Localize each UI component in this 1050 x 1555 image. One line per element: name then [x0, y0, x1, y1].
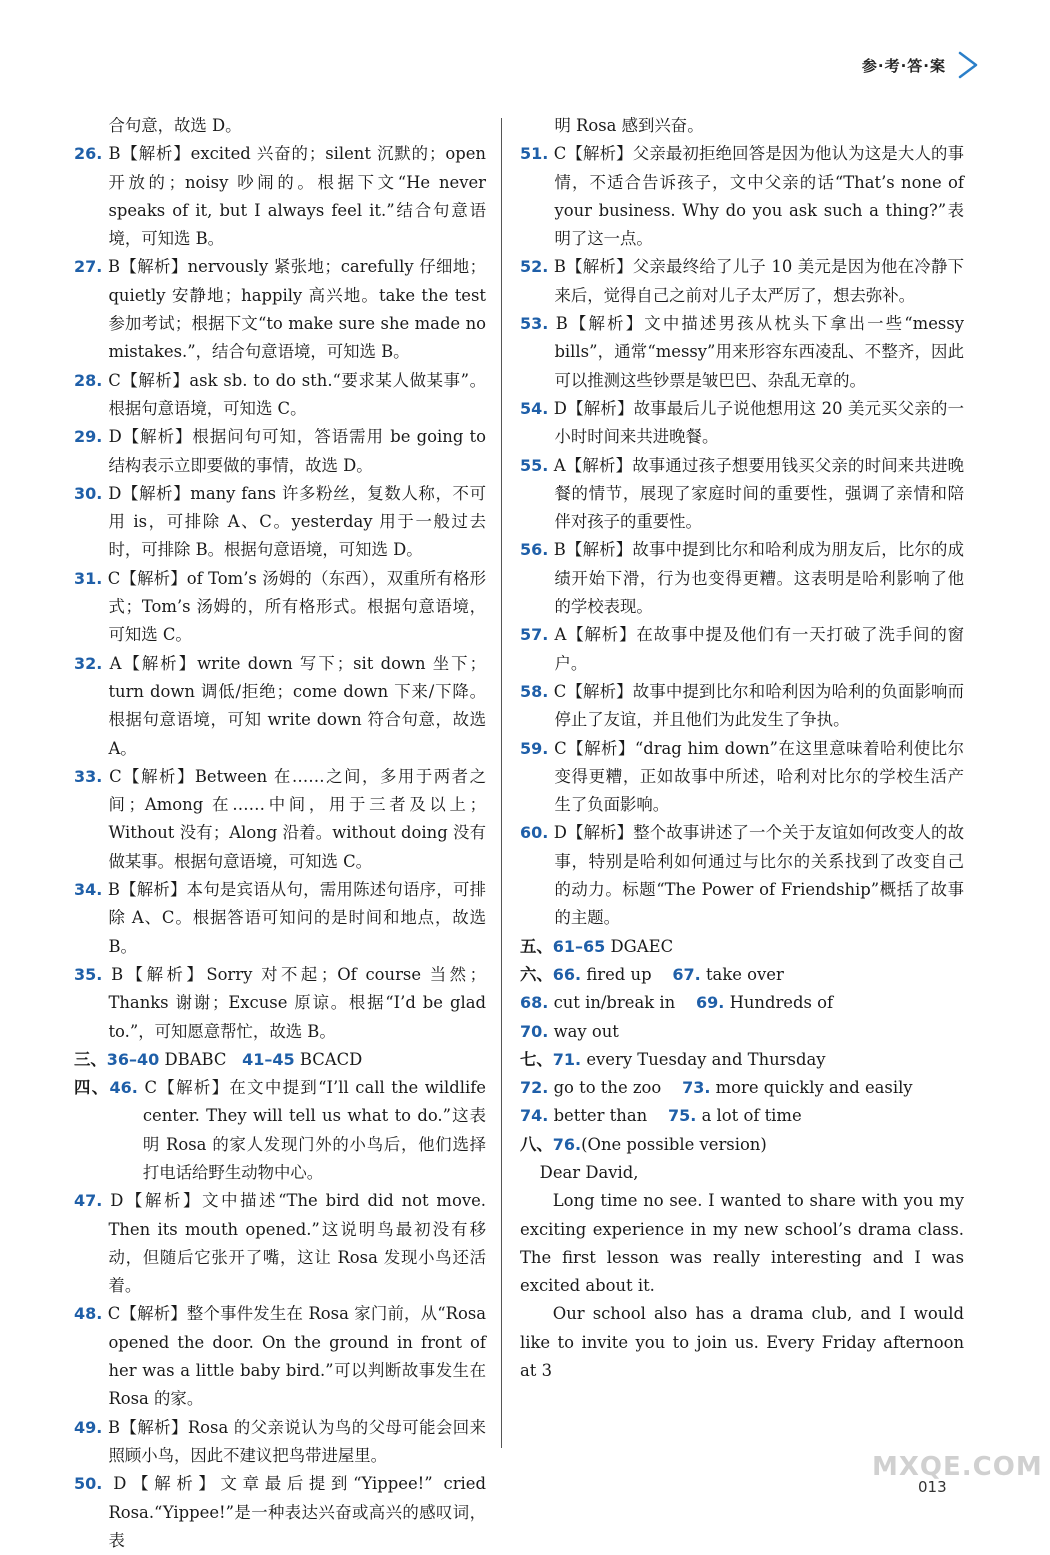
- question-number: 67.: [672, 964, 701, 984]
- answer-key: DGAEC: [610, 936, 674, 956]
- explanation-text: C【解析】“drag him down”在这里意味着哈利使比尔变得更糟，正如故事中所述，哈利对比尔的学校生活产生了负面影响。: [554, 738, 964, 815]
- answer-text: a lot of time: [701, 1106, 802, 1126]
- question-number: 70.: [520, 1021, 549, 1041]
- question-number: 56.: [520, 540, 549, 560]
- explanation-text: B【解析】Rosa 的父亲说认为鸟的父母可能会回来照顾小鸟，因此不建议把鸟带进屋里。: [108, 1417, 486, 1465]
- question-number: 47.: [74, 1191, 103, 1211]
- section-8-header: [520, 1131, 964, 1159]
- question-number: 29.: [74, 427, 103, 447]
- explanation-text: D【解析】故事最后儿子说他想用这 20 美元买父亲的一小时时间来共进晚餐。: [553, 398, 964, 447]
- answer-range: 41–45: [242, 1049, 295, 1069]
- continuation-text: 合句意，故选 D。: [108, 116, 242, 135]
- answer-item: [74, 650, 486, 763]
- question-number: 66.: [552, 964, 582, 984]
- question-number: 30.: [74, 483, 103, 503]
- answer-item: [74, 367, 486, 424]
- explanation-text: D【解析】整个故事讲述了一个关于友谊如何改变人的故事，特别是哈利如何通过与比尔的关系找到了改变自己的动力。标题“The Power of Friendship”概括了故事的主题。: [553, 823, 964, 928]
- answer-item: [74, 763, 486, 876]
- explanation-text: C【解析】Between 在……之间，多用于两者之间；Among 在……中间，用于三者及以上；Without 没有；Along 沿着。without doing 没有做某事。根据句意语境，可知选 C。: [108, 766, 486, 871]
- answer-row: [520, 989, 964, 1017]
- watermark-logo: MXQE.COM: [872, 1452, 1043, 1482]
- question-number: 69.: [696, 993, 725, 1013]
- answer-row: [520, 1074, 964, 1102]
- section-label: 四、: [74, 1078, 110, 1098]
- answer-item: [520, 310, 964, 395]
- explanation-text: D【解析】根据问句可知，答语需用 be going to 结构表示立即要做的事情，故选 D。: [108, 427, 486, 475]
- question-number: 53.: [520, 314, 549, 334]
- answer-row: [520, 1018, 964, 1046]
- explanation-text: C【解析】整个事件发生在 Rosa 家门前，从“Rosa opened the door. On the ground in front of her was a little baby bird.”可以判断故事发生在 Rosa 的家。: [107, 1304, 486, 1409]
- explanation-text: D【解析】文章最后提到“Yippee!” cried Rosa.“Yippee!”是一种表达兴奋或高兴的感叹词，表: [108, 1474, 486, 1550]
- answer-text: every Tuesday and Thursday: [586, 1049, 826, 1069]
- page-number: 013: [918, 1478, 947, 1496]
- answer-row: [520, 961, 964, 989]
- answer-key: BCACD: [299, 1049, 363, 1069]
- question-number: 52.: [520, 257, 549, 277]
- explanation-text: C【解析】父亲最初拒绝回答是因为他认为这是大人的事情，不适合告诉孩子，文中父亲的话“That’s none of your business. Why do you ask such a thing?”表明了这一点。: [553, 144, 964, 249]
- answer-item: [520, 536, 964, 621]
- answer-item: [74, 565, 486, 650]
- answer-item: [74, 1470, 486, 1555]
- answer-text: way out: [553, 1021, 619, 1041]
- question-number: 57.: [520, 625, 549, 645]
- question-number: 27.: [74, 257, 103, 277]
- question-number: 75.: [668, 1106, 697, 1126]
- answer-range: 61–65: [552, 936, 606, 956]
- right-column: [520, 112, 964, 1385]
- section-3: [74, 1046, 486, 1074]
- answer-text: better than: [553, 1106, 648, 1126]
- answer-item: [74, 1300, 486, 1413]
- answer-item: [520, 452, 964, 537]
- explanation-text: D【解析】many fans 许多粉丝，复数人称，不可用 is，可排除 A、C。yesterday 用于一般过去时，可排除 B。根据句意语境，可知选 D。: [108, 483, 487, 560]
- question-number: 73.: [682, 1078, 711, 1098]
- question-number: 33.: [74, 766, 103, 786]
- answer-item: [520, 621, 964, 678]
- answer-item: [74, 876, 486, 961]
- question-number: 59.: [520, 738, 549, 758]
- question-number: 51.: [520, 144, 549, 164]
- explanation-text: B【解析】故事中提到比尔和哈利成为朋友后，比尔的成绩开始下滑，行为也变得更糟。这表明是哈利影响了他的学校表现。: [553, 540, 964, 617]
- answer-item: [520, 735, 964, 820]
- answer-key: DBABC: [164, 1049, 227, 1069]
- section-label: 七、: [520, 1049, 553, 1069]
- question-number: 60.: [520, 823, 549, 843]
- explanation-text: C【解析】在文中提到“I’ll call the wildlife center. They will tell us what to do.”这表明 Rosa 的家人发现门外的小鸟后，他们选择打电话给野生动物中心。: [142, 1078, 486, 1182]
- answer-item: [520, 819, 964, 932]
- section-label: 五、: [520, 936, 553, 956]
- left-column: [74, 112, 486, 1555]
- page-header: [862, 50, 980, 80]
- explanation-text: A【解析】故事通过孩子想要用钱买父亲的时间来共进晚餐的情节，展现了家庭时间的重要性，强调了亲情和陪伴对孩子的重要性。: [553, 455, 964, 532]
- question-number: 49.: [74, 1417, 103, 1437]
- answer-item: [74, 1187, 486, 1300]
- explanation-text: C【解析】故事中提到比尔和哈利因为哈利的负面影响而停止了友谊，并且他们为此发生了争执。: [553, 681, 964, 730]
- section-5: [520, 933, 964, 961]
- question-number: 74.: [520, 1106, 549, 1126]
- answer-row: [520, 1046, 964, 1074]
- letter-paragraph-2: Our school also has a drama club, and I would like to invite you to join us. Every Friday afternoon at 3: [520, 1304, 964, 1381]
- answer-item: [520, 253, 964, 310]
- question-number: 68.: [520, 993, 549, 1013]
- explanation-text: B【解析】父亲最终给了儿子 10 美元是因为他在冷静下来后，觉得自己之前对儿子太严厉了，想去弥补。: [553, 257, 964, 305]
- answer-item: [74, 1414, 486, 1471]
- column-divider: [501, 118, 502, 1448]
- answer-text: go to the zoo: [553, 1078, 662, 1098]
- question-number: 72.: [520, 1078, 549, 1098]
- answer-text: take over: [705, 964, 784, 984]
- answer-item: [74, 253, 486, 366]
- section-label: 八、: [520, 1134, 553, 1154]
- question-number: 34.: [74, 880, 103, 900]
- answer-item: [520, 140, 964, 253]
- answer-item: [74, 140, 486, 253]
- answer-item: [520, 395, 964, 452]
- letter-paragraph-1: Long time no see. I wanted to share with you my exciting experience in my new school’s drama class. The first lesson was really interesting and I was excited about it.: [520, 1191, 964, 1296]
- version-note: (One possible version): [581, 1134, 767, 1154]
- section-label: 三、: [74, 1049, 107, 1069]
- question-number: 28.: [74, 370, 103, 390]
- explanation-text: C【解析】of Tom’s 汤姆的（东西），双重所有格形式；Tom’s 汤姆的，所有格形式。根据句意语境，可知选 C。: [107, 568, 486, 645]
- explanation-text: D【解析】文中描述“The bird did not move. Then its mouth opened.”这说明鸟最初没有移动，但随后它张开了嘴，这让 Rosa 发现小鸟还活着。: [108, 1191, 486, 1296]
- question-number: 76.: [552, 1134, 582, 1154]
- answer-item: [74, 423, 486, 480]
- explanation-text: C【解析】ask sb. to do sth.“要求某人做某事”。根据句意语境，可知选 C。: [108, 370, 486, 418]
- question-number: 32.: [74, 653, 103, 673]
- explanation-text: B【解析】nervously 紧张地；carefully 仔细地；quietly 安静地；happily 高兴地。take the test 参加考试；根据下文“to make sure she made no mistakes.”，结合句意语境，可知选 B。: [107, 257, 486, 362]
- answer-text: more quickly and easily: [715, 1078, 913, 1098]
- header-title: 参·考·答·案: [861, 56, 946, 75]
- answer-range: 36–40: [106, 1049, 160, 1069]
- question-number: 48.: [74, 1304, 103, 1324]
- question-number: 35.: [74, 964, 103, 984]
- letter-greeting: Dear David,: [539, 1162, 639, 1182]
- answer-item: [74, 961, 486, 1046]
- answer-row: [520, 1102, 964, 1130]
- question-number: 71.: [552, 1049, 582, 1069]
- explanation-text: B【解析】Sorry 对不起；Of course 当然；Thanks 谢谢；Excuse 原谅。根据“I’d be glad to.”，可知愿意帮忙，故选 B。: [108, 964, 486, 1041]
- question-number: 50.: [74, 1474, 103, 1494]
- question-number: 58.: [520, 681, 549, 701]
- continuation-text: 明 Rosa 感到兴奋。: [554, 116, 704, 135]
- explanation-text: B【解析】excited 兴奋的；silent 沉默的；open 开放的；noisy 吵闹的。根据下文“He never speaks of it, but I always feel it.”结合句意语境，可知选 B。: [108, 144, 486, 249]
- chevron-right-icon: [954, 50, 980, 80]
- explanation-text: A【解析】write down 写下；sit down 坐下；turn down 调低/拒绝；come down 下来/下降。根据句意语境，可知 write down 符合句意，故选 A。: [108, 653, 486, 758]
- question-number: 46.: [109, 1078, 138, 1098]
- question-number: 31.: [74, 568, 103, 588]
- explanation-text: B【解析】文中描述男孩从枕头下拿出一些“messy bills”，通常“messy”用来形容东西凌乱、不整齐，因此可以推测这些钞票是皱巴巴、杂乱无章的。: [554, 314, 965, 390]
- question-number: 54.: [520, 398, 549, 418]
- question-number: 55.: [520, 455, 549, 475]
- answer-item: [520, 678, 964, 735]
- section-label: 六、: [520, 964, 553, 984]
- answer-text: cut in/break in: [553, 993, 676, 1013]
- explanation-text: A【解析】在故事中提及他们有一天打破了洗手间的窗户。: [554, 625, 964, 673]
- answer-item: [74, 480, 486, 565]
- answer-text: Hundreds of: [729, 993, 834, 1013]
- explanation-text: B【解析】本句是宾语从句，需用陈述句语序，可排除 A、C。根据答语可知问的是时间和地点，故选 B。: [107, 880, 486, 956]
- answer-text: fired up: [586, 964, 652, 984]
- section-4-item: [74, 1074, 486, 1187]
- question-number: 26.: [74, 144, 103, 164]
